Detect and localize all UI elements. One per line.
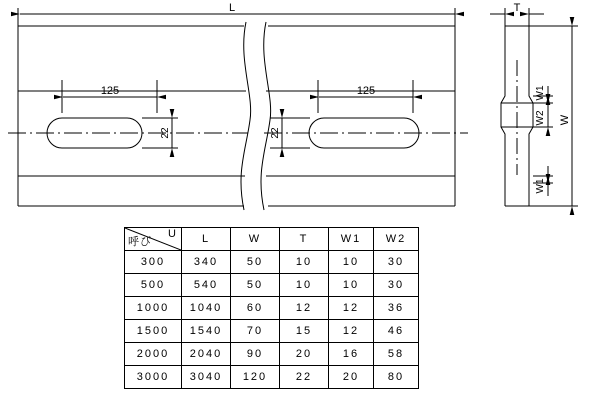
corner-label-top-right: U xyxy=(168,228,177,240)
front-view-outline xyxy=(18,26,455,206)
break-line xyxy=(241,22,271,210)
cell-W2: 80 xyxy=(374,366,419,389)
corner-label-bottom-left: 呼び xyxy=(128,236,152,248)
cell-L: 340 xyxy=(182,251,231,274)
cell-W: 50 xyxy=(231,274,280,297)
table-row xyxy=(125,343,419,366)
cell-W2: 58 xyxy=(374,343,419,366)
cell-W1: 10 xyxy=(329,274,374,297)
cell-L: 2040 xyxy=(182,343,231,366)
table-header-W: W xyxy=(231,228,280,251)
label-w1-bottom: W1 xyxy=(535,178,546,194)
cell-L: 540 xyxy=(182,274,231,297)
table-header-W1: W1 xyxy=(329,228,374,251)
cell-size: 300 xyxy=(125,251,182,274)
table-header-T: T xyxy=(280,228,329,251)
cell-W2: 30 xyxy=(374,274,419,297)
cell-size: 3000 xyxy=(125,366,182,389)
cell-size: 500 xyxy=(125,274,182,297)
cell-W: 50 xyxy=(231,251,280,274)
cell-W: 120 xyxy=(231,366,280,389)
cell-T: 20 xyxy=(280,343,329,366)
label-slot-height-left: 22 xyxy=(160,127,171,139)
cell-W2: 30 xyxy=(374,251,419,274)
table-row xyxy=(125,366,419,389)
cell-W: 70 xyxy=(231,320,280,343)
label-dim-125-left: 125 xyxy=(100,85,120,97)
cell-W1: 16 xyxy=(329,343,374,366)
cell-W2: 36 xyxy=(374,297,419,320)
cell-W1: 12 xyxy=(329,297,374,320)
label-w-overall: W xyxy=(559,114,571,126)
cell-T: 22 xyxy=(280,366,329,389)
label-thickness: T xyxy=(513,2,521,14)
table-row xyxy=(125,297,419,320)
cell-W1: 10 xyxy=(329,251,374,274)
cell-size: 1500 xyxy=(125,320,182,343)
label-dim-125-right: 125 xyxy=(356,85,376,97)
cell-L: 1540 xyxy=(182,320,231,343)
label-w2: W2 xyxy=(535,110,546,126)
cell-W1: 20 xyxy=(329,366,374,389)
label-w1-top: W1 xyxy=(535,85,546,101)
table-header-L: L xyxy=(182,228,231,251)
cell-T: 12 xyxy=(280,297,329,320)
table-header-W2: W2 xyxy=(374,228,419,251)
cell-W2: 46 xyxy=(374,320,419,343)
cell-size: 2000 xyxy=(125,343,182,366)
cell-L: 1040 xyxy=(182,297,231,320)
spec-table xyxy=(124,227,419,389)
table-header-row xyxy=(125,228,419,251)
dimension-overall-length xyxy=(18,8,455,26)
label-slot-height-right: 22 xyxy=(270,127,281,139)
cell-T: 15 xyxy=(280,320,329,343)
cell-W: 60 xyxy=(231,297,280,320)
cell-W1: 12 xyxy=(329,320,374,343)
cell-W: 90 xyxy=(231,343,280,366)
table-corner-cell xyxy=(125,228,182,251)
table-row xyxy=(125,274,419,297)
table-row xyxy=(125,251,419,274)
cell-size: 1000 xyxy=(125,297,182,320)
cell-T: 10 xyxy=(280,274,329,297)
cell-L: 3040 xyxy=(182,366,231,389)
label-overall-length: L xyxy=(228,2,236,14)
cell-T: 10 xyxy=(280,251,329,274)
table-row xyxy=(125,320,419,343)
